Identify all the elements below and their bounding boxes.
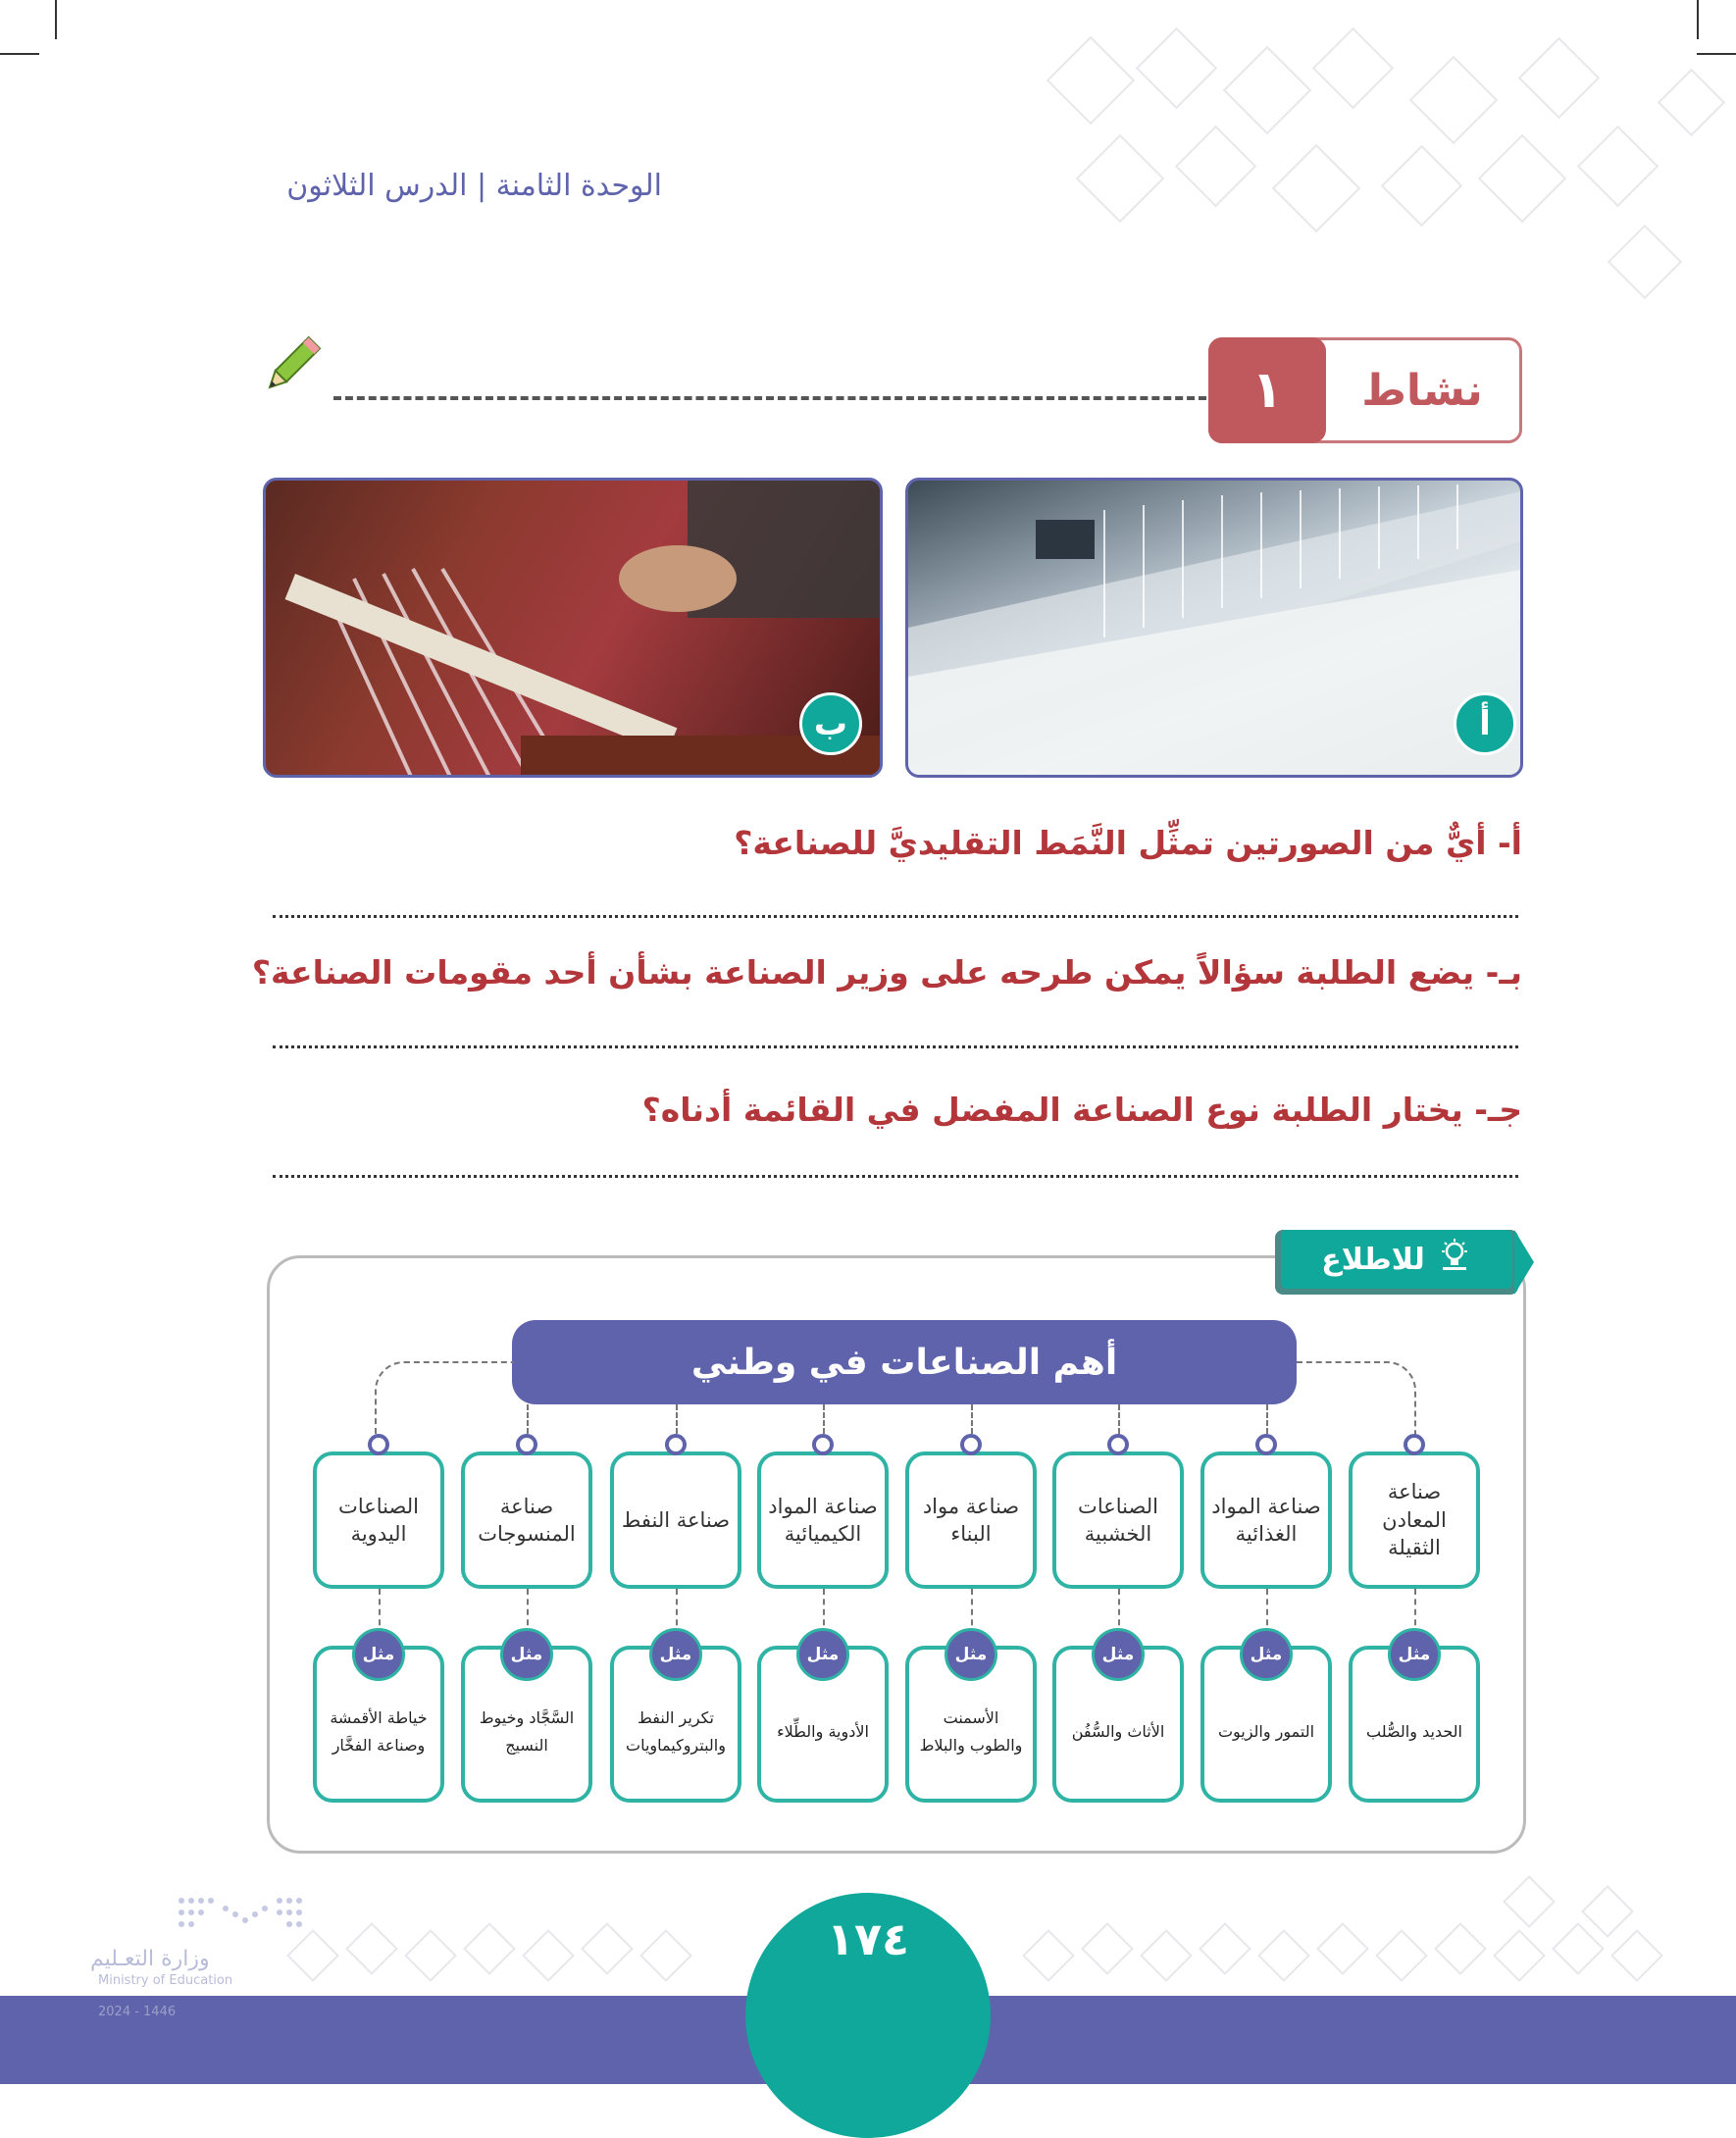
industry-category: الصناعات اليدوية [313, 1451, 444, 1589]
question-a: أ- أيٌّ من الصورتين تمثِّل النَّمَط التقليديَّ للصناعة؟ [734, 824, 1522, 862]
connector-dot [1255, 1434, 1277, 1455]
connector-dot [960, 1434, 982, 1455]
industry-category: صناعة النفط [610, 1451, 741, 1589]
answer-line-c[interactable] [273, 1175, 1518, 1178]
connector-stem [823, 1404, 825, 1434]
example-badge: مثل [1240, 1628, 1293, 1681]
pencil-icon [257, 331, 326, 404]
question-c: جـ- يختار الطلبة نوع الصناعة المفضل في القائمة أدناه؟ [641, 1091, 1522, 1129]
answer-line-a[interactable] [273, 915, 1518, 918]
info-tab-label: للاطلاع [1321, 1242, 1425, 1277]
activity-divider [333, 396, 1206, 400]
crop-mark [1697, 0, 1699, 39]
industry-example: الأسمنت والطوب والبلاط [905, 1646, 1037, 1803]
connector-dot [368, 1434, 389, 1455]
info-tab [1281, 1230, 1512, 1289]
connector-dot [665, 1434, 687, 1455]
industry-example: السَّجَّاد وخيوط النسيج [461, 1646, 592, 1803]
photo-badge-a: أ [1454, 692, 1516, 755]
connector-dot [1404, 1434, 1425, 1455]
example-badge: مثل [1092, 1628, 1145, 1681]
industry-example: التمور والزيوت [1200, 1646, 1332, 1803]
industry-example: خياطة الأقمشة وصناعة الفخَّار [313, 1646, 444, 1803]
industries-title: أهم الصناعات في وطني [512, 1320, 1297, 1404]
activity-number: ١ [1208, 337, 1326, 443]
ministry-logo-icon [172, 1891, 319, 1944]
photo-traditional-loom [263, 478, 883, 778]
connector-stem [1118, 1404, 1120, 1434]
question-b: بـ- يضع الطلبة سؤالاً يمكن طرحه على وزير الصناعة بشأن أحد مقومات الصناعة؟ [251, 953, 1522, 992]
ministry-name: وزارة التعـليم [90, 1947, 210, 1971]
connector-left [375, 1361, 514, 1444]
industry-category: صناعة المنسوجات [461, 1451, 592, 1589]
photo-modern-loom [905, 478, 1523, 778]
industry-category: صناعة المعادن الثقيلة [1349, 1451, 1480, 1589]
example-badge: مثل [945, 1628, 997, 1681]
lightbulb-icon [1437, 1238, 1472, 1281]
industry-example: الحديد والصُّلب [1349, 1646, 1480, 1803]
example-badge: مثل [352, 1628, 405, 1681]
ministry-name-en: Ministry of Education [98, 1973, 233, 1988]
industry-category: صناعة المواد الغذائية [1200, 1451, 1332, 1589]
info-tab-chevron [1514, 1230, 1534, 1295]
connector-dot [1107, 1434, 1129, 1455]
industry-example: الأدوية والطِّلاء [757, 1646, 889, 1803]
connector-stem [971, 1404, 973, 1434]
activity-label: نشاط [1361, 365, 1483, 416]
connector-stem [676, 1404, 678, 1434]
industry-category: صناعة المواد الكيميائية [757, 1451, 889, 1589]
industry-category: الصناعات الخشبية [1052, 1451, 1184, 1589]
page-number: ١٧٤ [826, 1912, 910, 1965]
edition-year: 2024 - 1446 [98, 2005, 177, 2019]
connector-stem [1266, 1404, 1268, 1434]
connector-dot [516, 1434, 537, 1455]
crop-mark [0, 53, 39, 55]
example-badge: مثل [649, 1628, 702, 1681]
answer-line-b[interactable] [273, 1045, 1518, 1048]
example-badge: مثل [500, 1628, 553, 1681]
connector-dot [812, 1434, 834, 1455]
connector-stem [527, 1404, 529, 1434]
unit-lesson-header: الوحدة الثامنة | الدرس الثلاثون [286, 169, 662, 203]
example-badge: مثل [796, 1628, 849, 1681]
industry-category: صناعة مواد البناء [905, 1451, 1037, 1589]
connector-right [1297, 1361, 1416, 1444]
crop-mark [55, 0, 57, 39]
photo-badge-b: ب [799, 692, 862, 755]
crop-mark [1697, 53, 1736, 55]
industry-example: الأثاث والسُّفُن [1052, 1646, 1184, 1803]
example-badge: مثل [1388, 1628, 1441, 1681]
industry-example: تكرير النفط والبتروكيماويات [610, 1646, 741, 1803]
